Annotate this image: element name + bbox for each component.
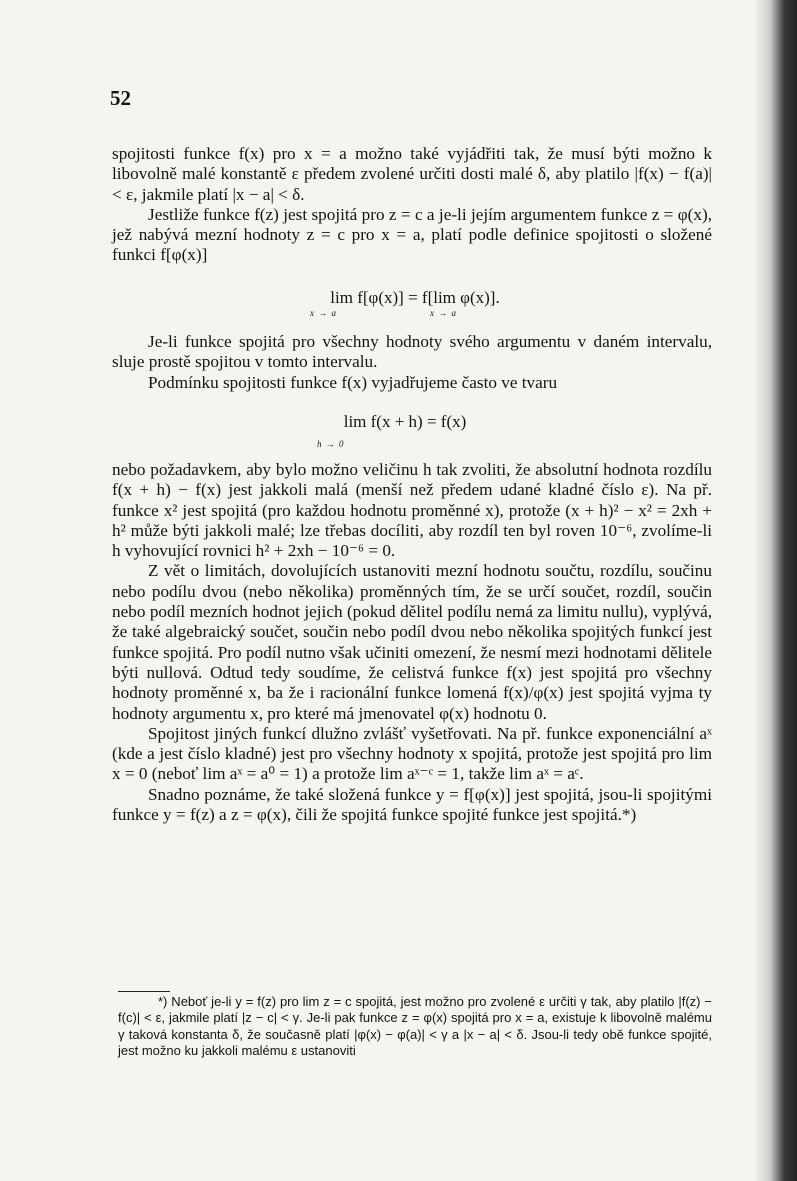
equation-limit-continuity <box>305 412 505 452</box>
footnote <box>118 994 712 1060</box>
paragraph-7: Spojitost jiných funkcí dlužno zvlášť vyšetřovati. Na př. funkce exponenciální aˣ (kde a jest číslo kladné) jest pro všechny hodnoty x spojitá, protože jest spojitá pro lim x = 0 (neboť lim aˣ = a⁰ = 1) a protože lim aˣ⁻ᶜ = 1, takže lim aˣ = aᶜ. <box>112 723 712 784</box>
body-text-main <box>112 460 712 825</box>
paragraph-6: Z vět o limitách, dovolujících ustanoviti mezní hodnotu součtu, rozdílu, součinu nebo podílu dvou (nebo několika) proměnných tím, že se určí součet, rozdíl, součin nebo podíl mezních hodnot jejich (pokud dělitel podílu nemá za limitu nullu), vyplývá, že také algebraický součet, součin nebo podíl dvou nebo několika spojitých funkcí jest funkce spojitá. Pro podíl nutno však učiniti omezení, že nesmí mezi hodnotami dělitele býti nullová. Odtud tedy soudíme, že celistvá funkce f(x) jest spojitá pro všechny hodnoty proměnné x, ba že i racionální funkce lomená f(x)/φ(x) jest spojitá vyjma ty hodnoty argumentu x, pro které má jmenovatel φ(x) hodnotu 0. <box>112 561 712 723</box>
equation-1-sub-right: x → a <box>430 308 457 318</box>
equation-1-sub-left: x → a <box>310 308 337 318</box>
page-number: 52 <box>110 86 131 110</box>
paragraph-1: spojitosti funkce f(x) pro x = a možno také vyjádřiti tak, že musí býti možno k libovolně malé konstantě ε předem zvolené určiti dosti malé δ, aby platilo |f(x) − f(a)| < ε, jakmile platí |x − a| < δ. <box>112 144 712 204</box>
body-text-top <box>112 144 712 266</box>
equation-limit-composite <box>290 288 540 320</box>
paragraph-5: nebo požadavkem, aby bylo možno veličinu h tak zvoliti, že absolutní hodnota rozdílu f(x + h) − f(x) jest jakkoli malá (menší než předem udané kladné číslo ε). Na př. funkce x² jest spojitá (pro každou hodnotu proměnné x), protože (x + h)² − x² = 2xh + h² může býti jakkoli malé; lze třebas docíliti, aby rozdíl ten byl roven 10⁻⁶, zvolíme-li h vyhovující rovnici h² + 2xh − 10⁻⁶ = 0. <box>112 460 712 561</box>
paragraph-3: Je-li funkce spojitá pro všechny hodnoty svého argumentu v daném intervalu, sluje prostě spojitou v tomto intervalu. <box>112 332 712 372</box>
footnote-text: *) Neboť je-li y = f(z) pro lim z = c spojitá, jest možno pro zvolené ε určiti γ tak, aby platilo |f(z) − f(c)| < ε, jakmile platí |z − c| < γ. Je-li pak funkce z = φ(x) spojitá pro x = a, existuje k libovolně malému γ taková konstanta δ, že současně platí |φ(x) − φ(a)| < γ a |x − a| < δ. Jsou-li tedy obě funkce spojité, jest možno ku jakkoli malému ε ustanoviti <box>118 994 712 1059</box>
equation-2-sub: h → 0 <box>317 439 345 449</box>
paragraph-8: Snadno poznáme, že také složená funkce y = f[φ(x)] jest spojitá, jsou-li spojitými funkce y = f(z) a z = φ(x), čili že spojitá funkce spojité funkce jest spojitá.*) <box>112 784 712 825</box>
page-edge-shadow <box>755 0 797 1181</box>
paragraph-2: Jestliže funkce f(z) jest spojitá pro z = c a je-li jejím argumentem funkce z = φ(x), jež nabývá mezní hodnoty z = c pro x = a, platí podle definice spojitosti o složené funkci f[φ(x)] <box>112 204 712 265</box>
footnote-separator <box>118 991 170 992</box>
body-text-middle <box>112 332 712 393</box>
paragraph-4: Podmínku spojitosti funkce f(x) vyjadřujeme často ve tvaru <box>148 372 558 392</box>
equation-2-main: lim f(x + h) = f(x) <box>343 412 467 431</box>
equation-1-main: lim f[φ(x)] = f[lim φ(x)]. <box>330 288 500 307</box>
